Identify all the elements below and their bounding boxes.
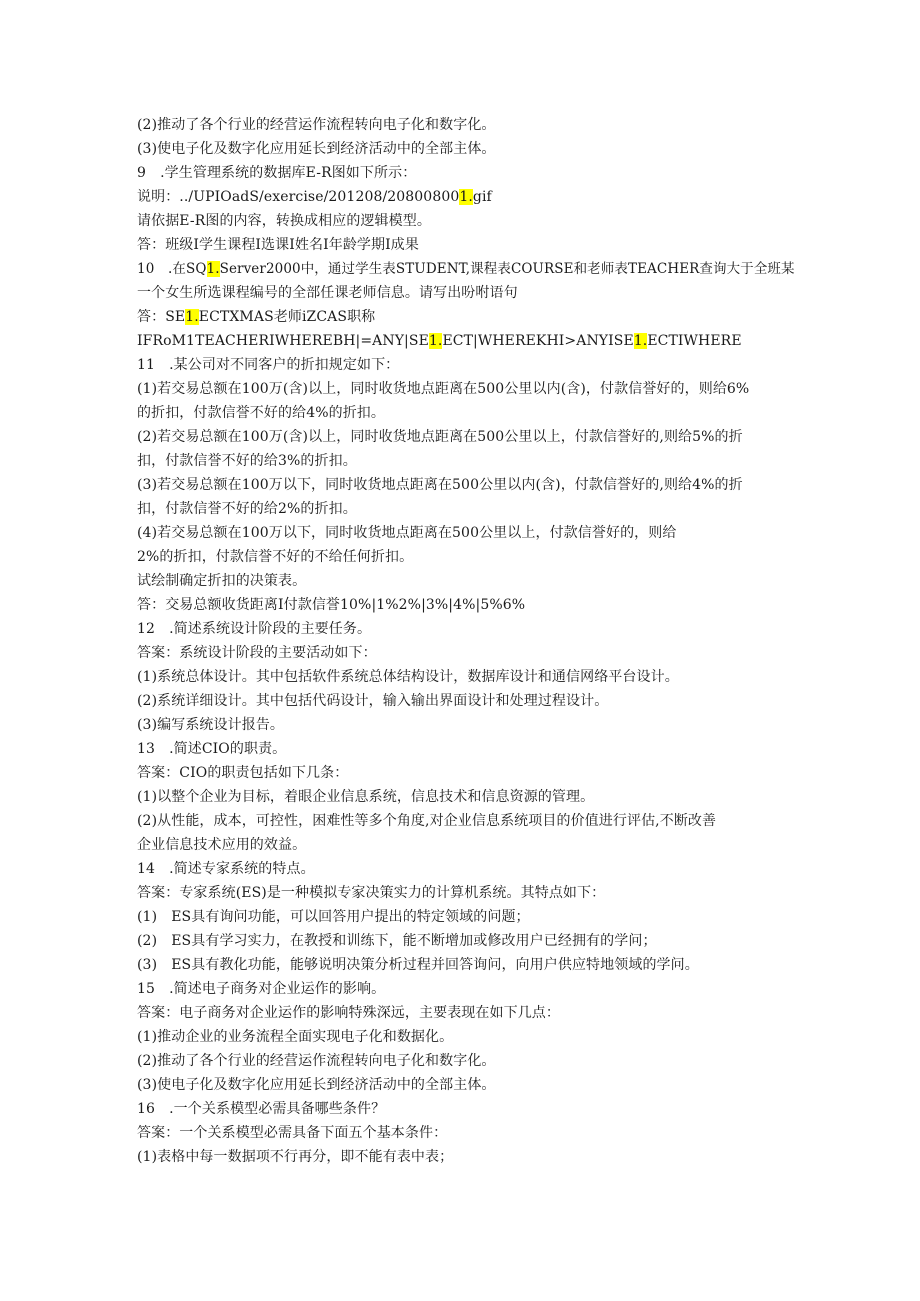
text-line (137, 953, 797, 977)
text-line (137, 353, 797, 377)
text-segment: 试绘制确定折扣的决策表。 (137, 573, 307, 589)
text-line (137, 713, 797, 737)
text-segment: 答案：系统设计阶段的主要活动如下： (137, 645, 377, 661)
text-segment: 12 .简述系统设计阶段的主要任务。 (137, 621, 372, 637)
text-line (137, 689, 797, 713)
text-line (137, 401, 797, 425)
text-segment: (2)从性能，成本，可控性，困难性等多个角度,对企业信息系统项目的价值进行评估,不断改善 (137, 813, 717, 829)
text-segment: (2)推动了各个行业的经营运作流程转向电子化和数字化。 (137, 117, 496, 133)
text-line (137, 929, 797, 953)
text-segment: (1)以整个企业为目标，着眼企业信息系统，信息技术和信息资源的管理。 (137, 789, 595, 805)
text-line (137, 1025, 797, 1049)
text-line (137, 881, 797, 905)
text-line (137, 1049, 797, 1073)
text-segment: 答：交易总额收货距离I付款信誉10%|1%2%|3%|4%|5%6% (137, 597, 526, 613)
text-line (137, 1001, 797, 1025)
text-line (137, 617, 797, 641)
text-line (137, 641, 797, 665)
text-line (137, 833, 797, 857)
text-line (137, 185, 797, 209)
text-segment: 答案：一个关系模型必需具备下面五个基本条件： (137, 1125, 448, 1141)
text-segment: 15 .简述电子商务对企业运作的影响。 (137, 981, 386, 997)
text-segment: (2)系统详细设计。其中包括代码设计，输入输出界面设计和处理过程设计。 (137, 693, 609, 709)
highlighted-text: 1. (633, 333, 648, 349)
text-segment: Server2000中，通过学生表STUDENT,课程表COURSE和老师表TEACHER查询大于全班某 (219, 261, 795, 277)
text-line (137, 497, 797, 521)
text-line (137, 785, 797, 809)
text-line (137, 233, 797, 257)
text-segment: 14 .简述专家系统的特点。 (137, 861, 315, 877)
text-line (137, 449, 797, 473)
text-segment: ECTXMAS老师iZCAS职称 (198, 309, 376, 325)
text-line (137, 1073, 797, 1097)
text-segment: 10 .在SQ (137, 261, 207, 277)
text-line (137, 305, 797, 329)
text-line (137, 329, 797, 353)
text-segment: gif (472, 189, 492, 205)
text-line (137, 857, 797, 881)
text-line (137, 209, 797, 233)
text-segment: ECTIWHERE (647, 333, 742, 349)
text-segment: (3)使电子化及数字化应用延长到经济活动中的全部主体。 (137, 141, 496, 157)
highlighted-text: 1. (185, 309, 199, 325)
text-line (137, 569, 797, 593)
text-segment: (3)若交易总额在100万以下，同时收货地点距离在500公里以内(含)，付款信誉好的,则给4%的折 (137, 477, 743, 493)
text-segment: (1)若交易总额在100万(含)以上，同时收货地点距离在500公里以内(含)，付款信誉好的，则给6% (137, 381, 750, 397)
text-line (137, 113, 797, 137)
text-line (137, 1145, 797, 1169)
text-segment: (1) ES具有询问功能，可以回答用户提出的特定领域的问题； (137, 909, 530, 925)
text-segment: 9 .学生管理系统的数据库E-R图如下所示： (137, 165, 417, 181)
text-segment: (1)推动企业的业务流程全面实现电子化和数据化。 (137, 1029, 454, 1045)
text-segment: 答：SE (137, 309, 186, 325)
text-line (137, 905, 797, 929)
text-segment: (1)系统总体设计。其中包括软件系统总体结构设计，数据库设计和通信网络平台设计。 (137, 669, 679, 685)
text-line (137, 809, 797, 833)
text-segment: (2) ES具有学习实力，在教授和训练下，能不断增加或修改用户已经拥有的学问； (137, 933, 657, 949)
text-segment: (3) ES具有教化功能，能够说明决策分析过程并回答询问，向用户供应特地领域的学问。 (137, 957, 699, 973)
text-segment: (2)推动了各个行业的经营运作流程转向电子化和数字化。 (137, 1053, 496, 1069)
text-segment: 企业信息技术应用的效益。 (137, 837, 307, 853)
text-line (137, 161, 797, 185)
text-segment: 答：班级I学生课程I选课I姓名I年龄学期I成果 (137, 237, 419, 253)
text-segment: 的折扣，付款信誉不好的给4%的折扣。 (137, 405, 386, 421)
text-segment: 说明：../UPIOadS/exercise/201208/20800800 (137, 189, 460, 205)
text-segment: (1)表格中每一数据项不行再分，即不能有表中表； (137, 1149, 454, 1165)
text-line (137, 281, 797, 305)
document-body (137, 113, 797, 1169)
highlighted-text: 1. (206, 261, 220, 277)
highlighted-text: 1. (459, 189, 473, 205)
text-segment: (3)编写系统设计报告。 (137, 717, 285, 733)
text-segment: ECT|WHEREKHI>ANYISE (442, 333, 634, 349)
text-segment: IFRoM1TEACHERIWHEREBH|=ANY|SE (137, 333, 429, 349)
text-segment: 13 .简述CIO的职责。 (137, 741, 287, 757)
text-line (137, 1121, 797, 1145)
text-segment: 答案：电子商务对企业运作的影响特殊深远，主要表现在如下几点： (137, 1005, 560, 1021)
text-segment: 扣，付款信誉不好的给3%的折扣。 (137, 453, 357, 469)
text-line (137, 545, 797, 569)
text-segment: (3)使电子化及数字化应用延长到经济活动中的全部主体。 (137, 1077, 496, 1093)
text-segment: 答案：专家系统(ES)是一种模拟专家决策实力的计算机系统。其特点如下： (137, 885, 606, 901)
text-line (137, 737, 797, 761)
text-segment: (2)若交易总额在100万(含)以上，同时收货地点距离在500公里以上，付款信誉好的,则给5%的折 (137, 429, 743, 445)
text-line (137, 593, 797, 617)
highlighted-text: 1. (428, 333, 443, 349)
text-line (137, 521, 797, 545)
text-segment: 扣，付款信誉不好的给2%的折扣。 (137, 501, 357, 517)
text-line (137, 425, 797, 449)
text-line (137, 137, 797, 161)
text-segment: 请依据E-R图的内容，转换成相应的逻辑模型。 (137, 213, 431, 229)
text-segment: 11 .某公司对不同客户的折扣规定如下： (137, 357, 400, 373)
text-line (137, 257, 797, 281)
text-line (137, 761, 797, 785)
text-segment: (4)若交易总额在100万以下，同时收货地点距离在500公里以上，付款信誉好的，则给 (137, 525, 677, 541)
text-line (137, 377, 797, 401)
text-line (137, 473, 797, 497)
text-line (137, 977, 797, 1001)
text-line (137, 1097, 797, 1121)
text-segment: 一个女生所选课程编号的全部任课老师信息。请写出吩咐语句 (137, 285, 518, 301)
text-line (137, 665, 797, 689)
text-segment: 2%的折扣，付款信誉不好的不给任何折扣。 (137, 549, 414, 565)
text-segment: 答案：CIO的职责包括如下几条： (137, 765, 349, 781)
text-segment: 16 .一个关系模型必需具备哪些条件？ (137, 1101, 386, 1117)
